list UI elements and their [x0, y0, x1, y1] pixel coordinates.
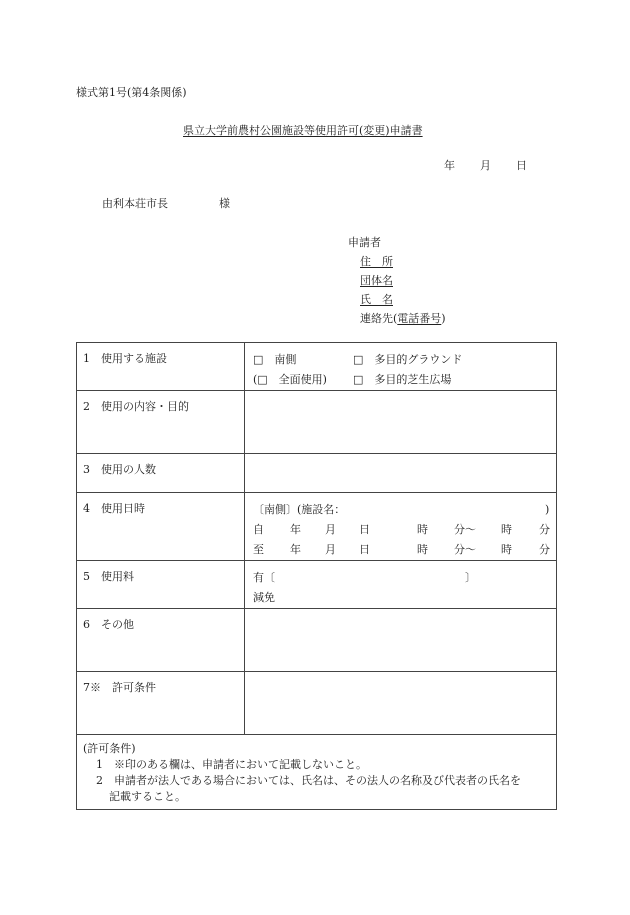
applicant-contact [360, 312, 446, 326]
facility-option-south[interactable]: □ 南側 [253, 353, 297, 366]
datetime-to-hour: 時 [417, 543, 428, 556]
datetime-to-month: 月 [325, 543, 336, 556]
datetime-facility-close: ) [545, 503, 550, 516]
applicant-contact-close: ) [441, 312, 446, 325]
row-datetime [77, 493, 557, 561]
datetime-from-line[interactable] [253, 520, 556, 540]
row-purpose [77, 391, 557, 454]
row-notes [77, 735, 557, 810]
other-label: 6 その他 [77, 609, 245, 672]
application-table [76, 342, 557, 810]
datetime-to-line[interactable] [253, 540, 556, 560]
row-other [77, 609, 557, 672]
row-people [77, 454, 557, 493]
note-2: 2 申請者が法人である場合においては、氏名は、その法人の名称及び代表者の氏名を [96, 774, 521, 787]
purpose-label: 2 使用の内容・目的 [77, 391, 245, 454]
datetime-to-minute-tilde: 分～ [454, 543, 476, 556]
note-1: 1 ※印のある欄は、申請者において記載しないこと。 [96, 758, 367, 771]
fee-paid-close: 〕 [465, 571, 476, 584]
people-label: 3 使用の人数 [77, 454, 245, 493]
facility-label: 1 使用する施設 [77, 343, 245, 391]
row-fee [77, 561, 557, 609]
datetime-from-label: 自 [253, 523, 264, 536]
datetime-from-month: 月 [325, 523, 336, 536]
datetime-to-day: 日 [359, 543, 370, 556]
conditions-label: 7※ 許可条件 [77, 672, 245, 735]
notes-heading: (許可条件) [83, 742, 136, 755]
form-number: 様式第1号(第4条関係) [76, 86, 187, 99]
fee-cell [245, 561, 557, 609]
facility-option-lawn[interactable]: □ 多目的芝生広場 [353, 373, 452, 386]
datetime-to-end-minute: 分 [539, 543, 550, 556]
row-conditions [77, 672, 557, 735]
applicant-name: 氏 名 [360, 293, 393, 306]
applicant-phone: 電話番号 [397, 312, 442, 325]
datetime-from-day: 日 [359, 523, 370, 536]
note-2-continued: 記載すること。 [109, 790, 186, 803]
row-facility [77, 343, 557, 391]
fee-paid-option[interactable]: 有〔 [253, 571, 275, 584]
datetime-from-end-minute: 分 [539, 523, 550, 536]
date-day: 日 [516, 159, 527, 172]
date-month: 月 [480, 159, 491, 172]
datetime-from-year: 年 [290, 523, 301, 536]
facility-option-ground[interactable]: □ 多目的グラウンド [353, 353, 463, 366]
notes-cell [77, 735, 557, 810]
applicant-heading: 申請者 [348, 236, 381, 249]
applicant-group: 団体名 [360, 274, 393, 287]
applicant-contact-label: 連絡先( [360, 312, 398, 325]
purpose-field[interactable] [245, 391, 557, 454]
other-field[interactable] [245, 609, 557, 672]
addressee-name: 由利本荘市長 [102, 197, 168, 210]
people-field[interactable] [245, 454, 557, 493]
form-title: 県立大学前農村公園施設等使用許可(変更)申請書 [183, 124, 423, 137]
facility-option-full[interactable]: (□ 全面使用) [253, 373, 327, 386]
datetime-to-label: 至 [253, 543, 264, 556]
datetime-from-minute-tilde: 分～ [454, 523, 476, 536]
datetime-cell [245, 493, 557, 561]
addressee-honorific: 様 [219, 197, 230, 210]
applicant-address: 住 所 [360, 255, 393, 268]
conditions-field [245, 672, 557, 735]
datetime-from-end-hour: 時 [501, 523, 512, 536]
datetime-to-end-hour: 時 [501, 543, 512, 556]
datetime-label: 4 使用日時 [77, 493, 245, 561]
date-year: 年 [444, 159, 455, 172]
fee-label: 5 使用料 [77, 561, 245, 609]
datetime-to-year: 年 [290, 543, 301, 556]
datetime-from-hour: 時 [417, 523, 428, 536]
fee-exempt-option[interactable]: 減免 [253, 591, 275, 604]
datetime-facility-label: 〔南側〕(施設名： [253, 503, 346, 516]
facility-cell [245, 343, 557, 391]
